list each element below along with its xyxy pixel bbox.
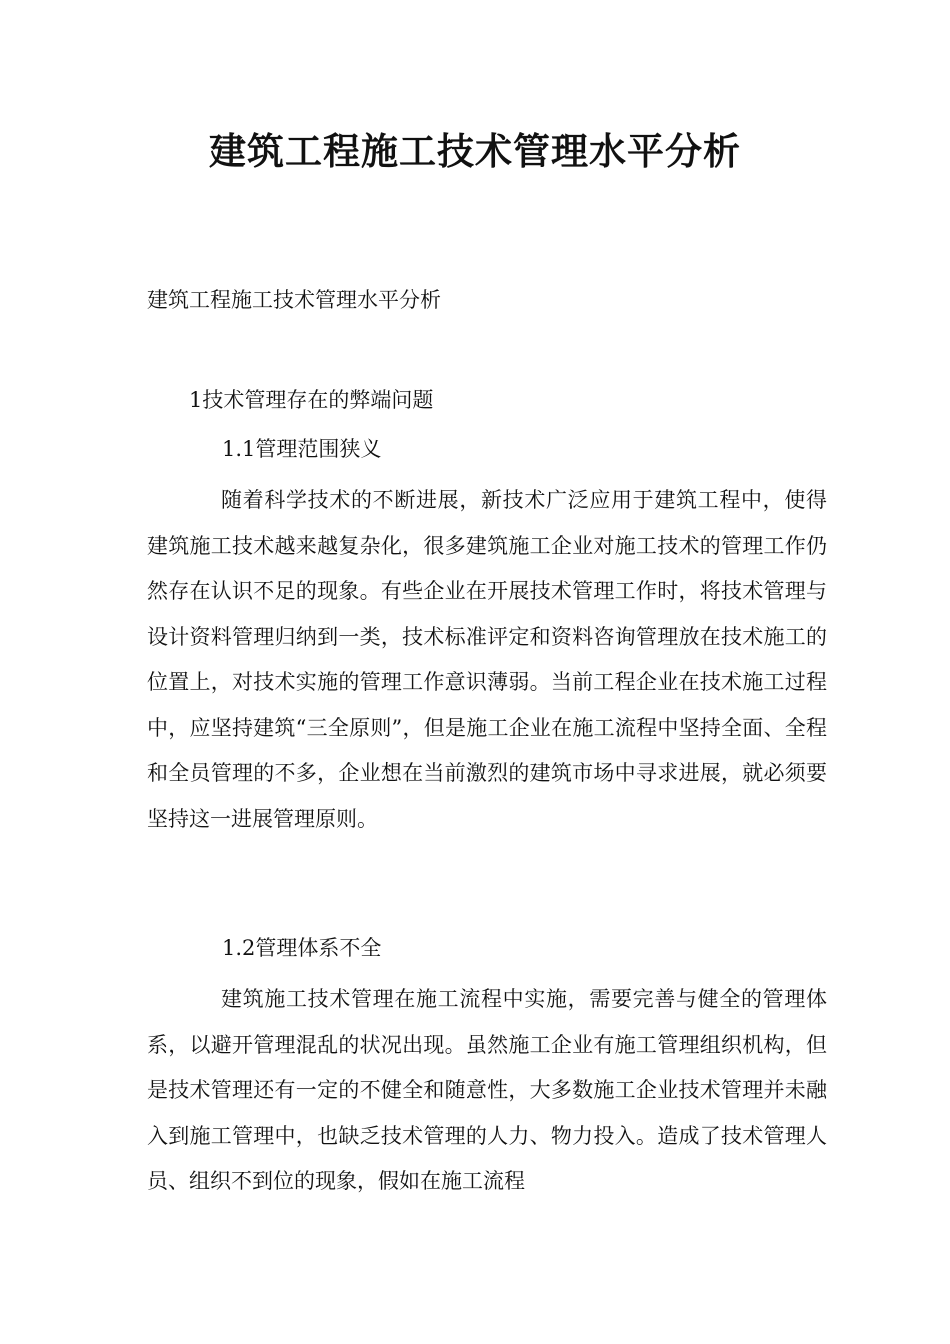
document-subtitle: 建筑工程施工技术管理水平分析 bbox=[147, 288, 441, 312]
section-1-2-heading: 1.2管理体系不全 bbox=[222, 936, 382, 960]
section-1-1-heading: 1.1管理范围狭义 bbox=[222, 437, 382, 461]
section-1-2-paragraph: 建筑施工技术管理在施工流程中实施，需要完善与健全的管理体系，以避开管理混乱的状况出现。虽然施工企业有施工管理组织机构，但是技术管理还有一定的不健全和随意性，大多数施工企业技术管理并未融入到施工管理中，也缺乏技术管理的人力、物力投入。造成了技术管理人员、组织不到位的现象，假如在施工流程 bbox=[147, 987, 827, 1193]
section-1-heading: 1技术管理存在的弊端问题 bbox=[189, 388, 434, 412]
document-title: 建筑工程施工技术管理水平分析 bbox=[209, 130, 741, 173]
section-1-1-paragraph: 随着科学技术的不断进展，新技术广泛应用于建筑工程中，使得建筑施工技术越来越复杂化，很多建筑施工企业对施工技术的管理工作仍然存在认识不足的现象。有些企业在开展技术管理工作时，将技术管理与设计资料管理归纳到一类，技术标准评定和资料咨询管理放在技术施工的位置上，对技术实施的管理工作意识薄弱。当前工程企业在技术施工过程中，应坚持建筑“三全原则”，但是施工企业在施工流程中坚持全面、全程和全员管理的不多，企业想在当前激烈的建筑市场中寻求进展，就必须要坚持这一进展管理原则。 bbox=[147, 488, 827, 831]
